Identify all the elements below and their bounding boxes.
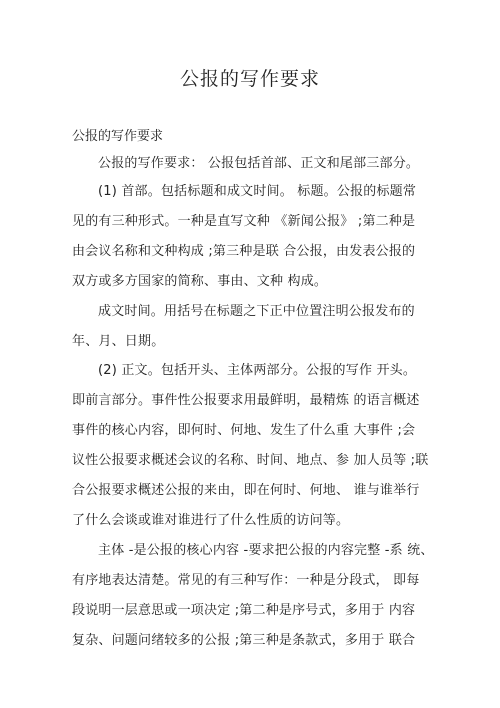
paragraph-line: 了什么会谈或谁对谁进行了什么性质的访问等。 bbox=[72, 513, 350, 528]
paragraph-line: 议性公报要求概述会议的名称、时间、地点、参 加人员等 ;联 bbox=[72, 453, 429, 468]
paragraph-line: 由会议名称和文种构成 ;第三种是联 合公报，由发表公报的 bbox=[72, 244, 416, 259]
paragraph-line: 段说明一层意思或一项决定 ;第二种是序号式，多用于 内容 bbox=[72, 603, 416, 618]
paragraph-line: 成文时间。用括号在标题之下正中位置注明公报发布的 bbox=[98, 304, 415, 319]
paragraph-line: 即前言部分。事件性公报要求用最鲜明，最精炼 的语言概述 bbox=[72, 393, 420, 408]
paragraph-line: 见的有三种形式。一种是直写文种 《新闻公报》 ;第二种是 bbox=[72, 214, 416, 229]
paragraph-line: (2) 正文。包括开头、主体两部分。公报的写作 开头。 bbox=[98, 363, 417, 378]
paragraph-line: 双方或多方国家的简称、事由、文种 构成。 bbox=[72, 274, 328, 289]
paragraph-line: 合公报要求概述公报的来由，即在何时、何地、 谁与谁举行 bbox=[72, 483, 420, 498]
paragraph-line: 年、月、日期。 bbox=[72, 334, 165, 349]
paragraph-line: (1) 首部。包括标题和成文时间。 标题。公报的标题常 bbox=[98, 184, 417, 199]
document-title: 公报的写作要求 bbox=[179, 68, 320, 90]
paragraph-line: 复杂、问题问绪较多的公报 ;第三种是条款式，多用于 联合 bbox=[72, 633, 416, 648]
paragraph-line: 有序地表达清楚。常见的有三种写作：一种是分段式， 即每 bbox=[72, 573, 420, 588]
paragraph-line: 主体 -是公报的核心内容 -要求把公报的内容完整 -系 统、 bbox=[98, 543, 434, 558]
section-heading: 公报的写作要求 bbox=[72, 129, 164, 144]
paragraph-line: 公报的写作要求： 公报包括首部、正文和尾部三部分。 bbox=[98, 156, 420, 171]
paragraph-line: 事件的核心内容，即何时、何地、发生了什么重 大事件 ;会 bbox=[72, 423, 416, 438]
